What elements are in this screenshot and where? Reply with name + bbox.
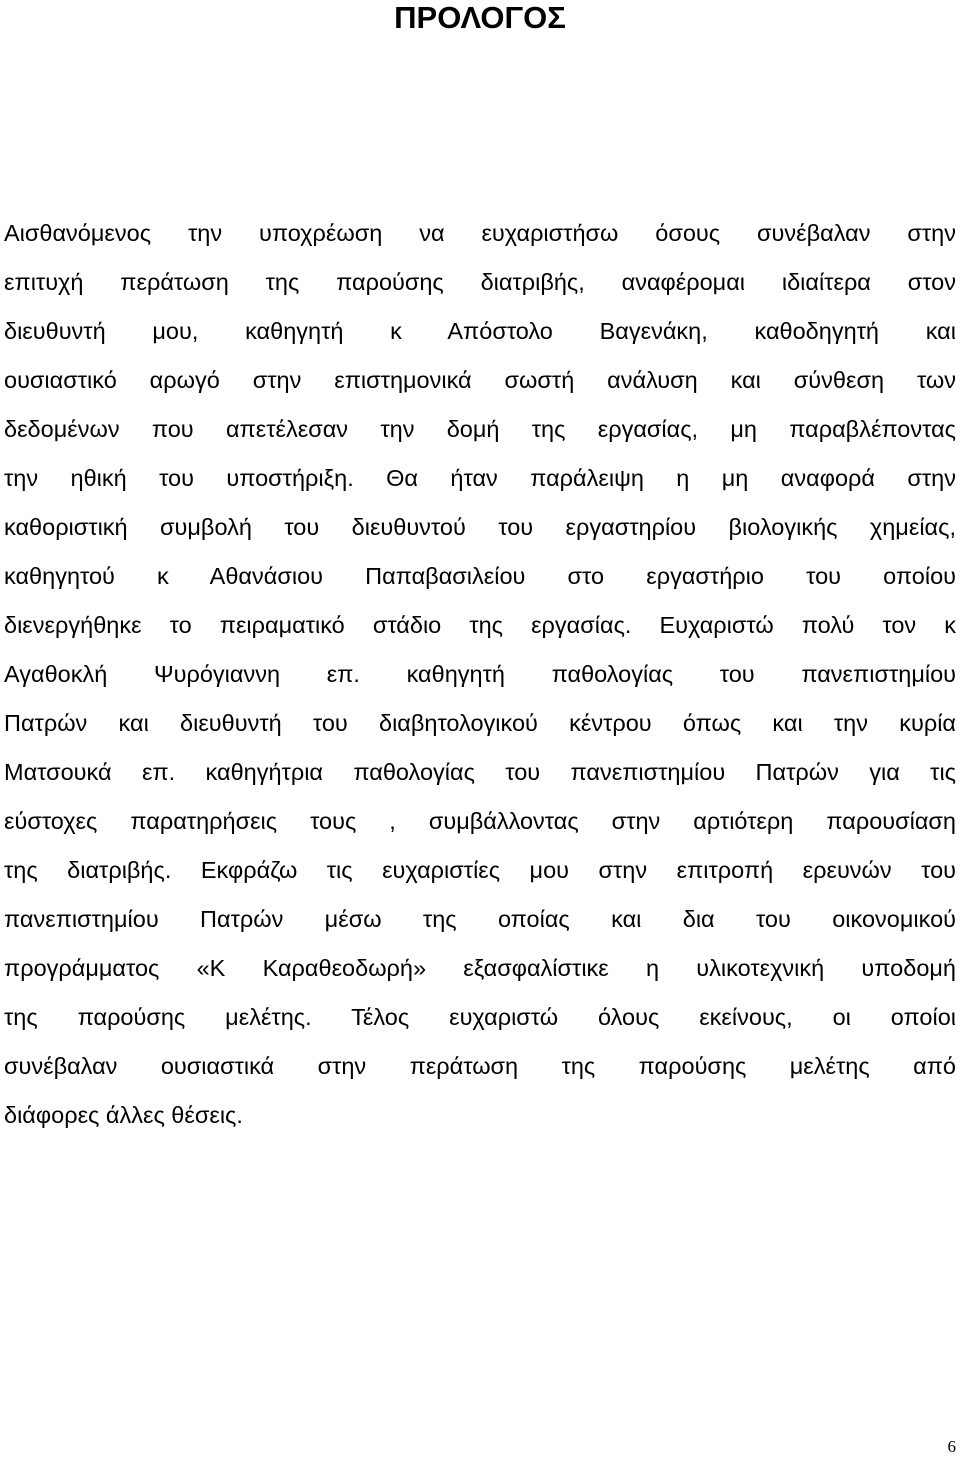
text-line: εύστοχες παρατηρήσεις τους , συμβάλλοντας στην αρτιότερη παρουσίαση (4, 808, 956, 834)
text-line: συνέβαλαν ουσιαστικά στην περάτωση της παρούσης μελέτης από (4, 1053, 956, 1079)
text-line: προγράμματος «Κ Καραθεοδωρή» εξασφαλίστικε η υλικοτεχνική υποδομή (4, 955, 956, 981)
text-line: της διατριβής. Εκφράζω τις ευχαριστίες μου στην επιτροπή ερευνών του (4, 857, 956, 883)
text-line: ουσιαστικό αρωγό στην επιστημονικά σωστή ανάλυση και σύνθεση των (4, 367, 956, 393)
body-text (4, 209, 956, 1140)
text-line: την ηθική του υποστήριξη. Θα ήταν παράλειψη η μη αναφορά στην (4, 465, 956, 491)
page-title: ΠΡΟΛΟΓΟΣ (394, 0, 566, 35)
text-line: καθοριστική συμβολή του διευθυντού του εργαστηρίου βιολογικής χημείας, (4, 514, 956, 540)
text-line: δεδομένων που απετέλεσαν την δομή της εργασίας, μη παραβλέποντας (4, 416, 956, 442)
text-line: Αγαθοκλή Ψυρόγιαννη επ. καθηγητή παθολογίας του πανεπιστημίου (4, 661, 956, 687)
text-line: διενεργήθηκε το πειραματικό στάδιο της εργασίας. Ευχαριστώ πολύ τον κ (4, 612, 956, 638)
text-line: πανεπιστημίου Πατρών μέσω της οποίας και δια του οικονομικού (4, 906, 956, 932)
page-number: 6 (947, 1437, 956, 1456)
text-line: επιτυχή περάτωση της παρούσης διατριβής, αναφέρομαι ιδιαίτερα στον (4, 269, 956, 295)
text-line: διευθυντή μου, καθηγητή κ Απόστολο Βαγενάκη, καθοδηγητή και (4, 318, 956, 344)
text-line: Αισθανόμενος την υποχρέωση να ευχαριστήσω όσους συνέβαλαν στην (4, 220, 956, 246)
text-line: της παρούσης μελέτης. Τέλος ευχαριστώ όλους εκείνους, οι οποίοι (4, 1004, 956, 1030)
text-line: Ματσουκά επ. καθηγήτρια παθολογίας του πανεπιστημίου Πατρών για τις (4, 759, 956, 785)
text-line: καθηγητού κ Αθανάσιου Παπαβασιλείου στο εργαστήριο του οποίου (4, 563, 956, 589)
text-line: Πατρών και διευθυντή του διαβητολογικού κέντρου όπως και την κυρία (4, 710, 956, 736)
text-line: διάφορες άλλες θέσεις. (4, 1102, 243, 1128)
